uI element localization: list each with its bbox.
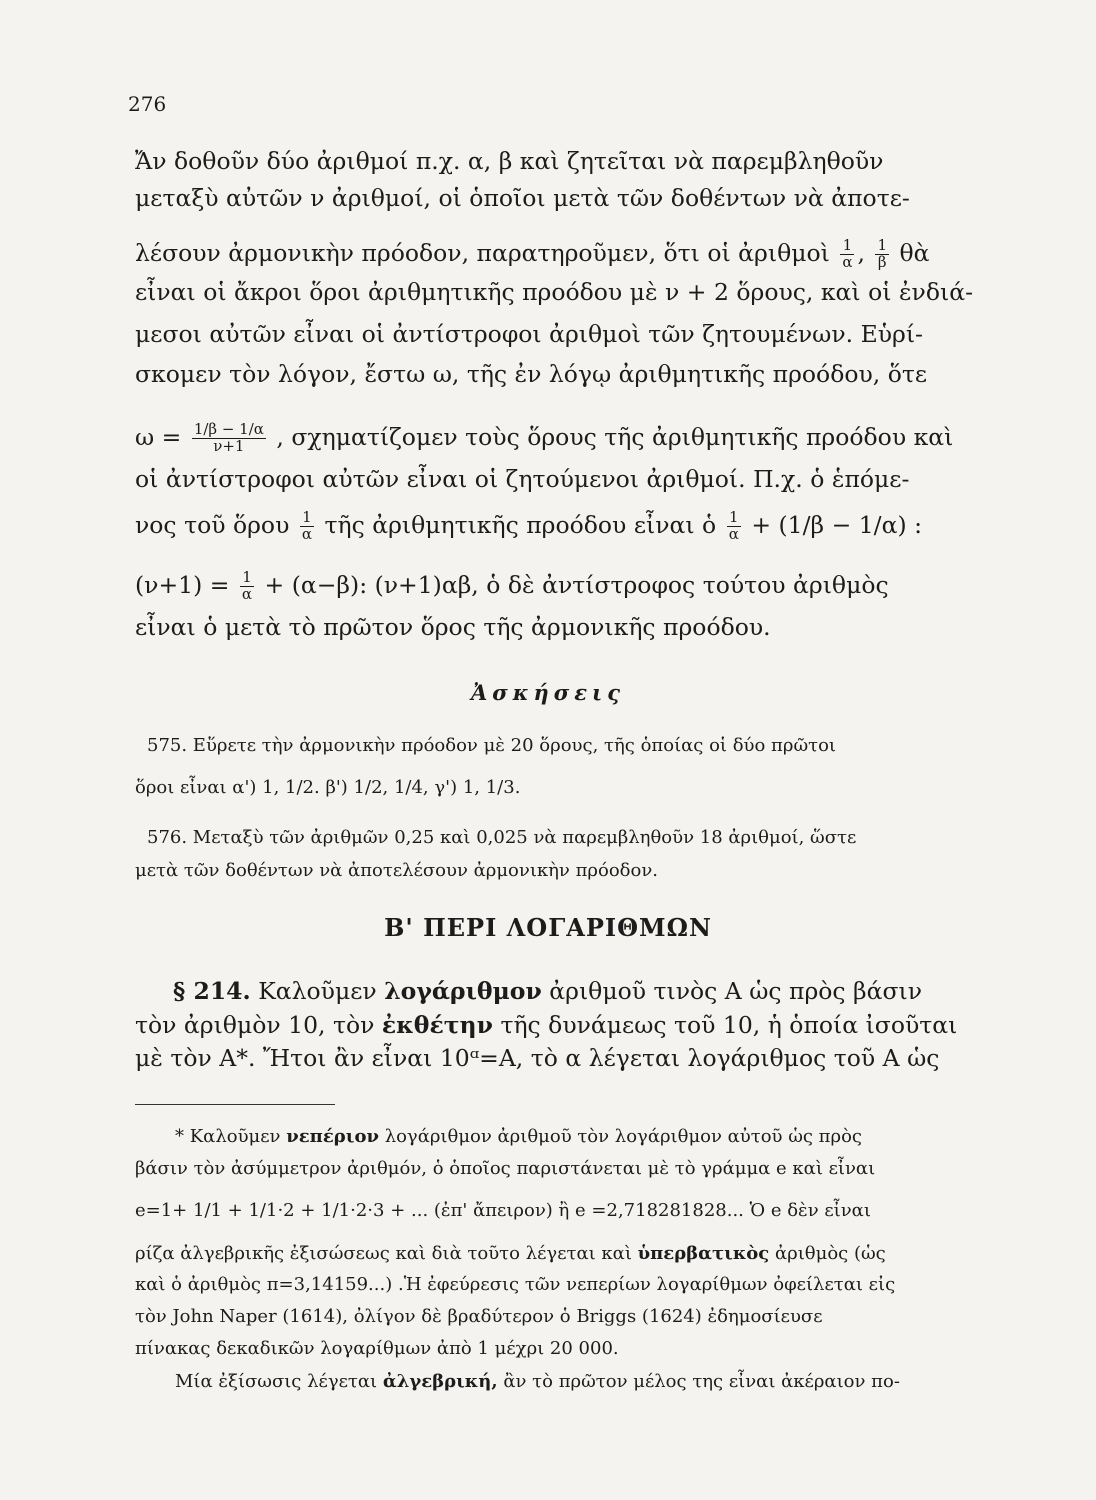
- fraction: $\frac{1}{\alpha}$: [241, 568, 253, 603]
- text-segment: ρίζα ἀλγεβρικῆς ἐξισώσεως καὶ διὰ τοῦτο λέγεται καὶ: [135, 1243, 632, 1264]
- page-number: 276: [128, 92, 167, 116]
- text-segment: + (1/β − 1/α) :: [751, 510, 923, 539]
- footnote-line: πίνακας δεκαδικῶν λογαρίθμων ἀπὸ 1 μέχρι 20 000.: [135, 1338, 619, 1359]
- omega-fraction: $\frac{1/\beta - 1/\alpha}{\nu+1}$: [193, 420, 264, 455]
- text-line: εἶναι οἱ ἄκροι ὅροι ἀριθμητικῆς προόδου μὲ ν + 2 ὅρους, καὶ οἱ ἐνδιά-: [135, 278, 974, 306]
- text-line: [135, 570, 889, 603]
- fraction: $\frac{1}{\beta}$: [877, 236, 887, 271]
- footnote-line: [135, 1245, 886, 1263]
- exercises-title: Ἀσκήσεις: [471, 680, 625, 705]
- text-line: μὲ τὸν Α*. Ἤτοι ἂν εἶναι 10ᵅ=Α, τὸ α λέγεται λογάριθμος τοῦ Α ὡς: [135, 1044, 940, 1072]
- text-segment: ἀριθμὸς (ὡς: [775, 1243, 886, 1264]
- footnote-divider: [135, 1104, 335, 1105]
- text-line: [173, 977, 923, 1005]
- footnote-line: τὸν John Naper (1614), ὀλίγον δὲ βραδύτερον ὁ Briggs (1624) ἐδημοσίευσε: [135, 1306, 823, 1327]
- text-line: Ἄν δοθοῦν δύο ἀριθμοί π.χ. α, β καὶ ζητεῖται νὰ παρεμβληθοῦν: [135, 147, 884, 175]
- text-line: μεταξὺ αὐτῶν ν ἀριθμοί, οἱ ὁποῖοι μετὰ τῶν δοθέντων νὰ ἀποτε-: [135, 184, 910, 212]
- section-title: Β' ΠΕΡΙ ΛΟΓΑΡΙΘΜΩΝ: [384, 913, 712, 942]
- text-segment: ω =: [135, 422, 182, 451]
- text-line: [135, 510, 922, 543]
- footnote-line: [175, 1128, 862, 1146]
- text-line: σκομεν τὸν λόγον, ἔστω ω, τῆς ἐν λόγῳ ἀριθμητικῆς προόδου, ὅτε: [135, 360, 928, 388]
- text-line: [135, 1011, 958, 1039]
- text-segment: θὰ: [899, 238, 930, 267]
- text-line: μεσοι αὐτῶν εἶναι οἱ ἀντίστροφοι ἀριθμοὶ τῶν ζητουμένων. Εὑρί-: [135, 320, 923, 348]
- defined-term: ἀλγεβρική,: [382, 1371, 498, 1392]
- defined-term: λογάριθμον: [384, 977, 542, 1005]
- text-segment: λέσουν ἀρμονικὴν πρόοδον, παρατηροῦμεν, ὅτι οἱ ἀριθμοὶ: [135, 238, 830, 267]
- text-segment: , σχηματίζομεν τοὺς ὅρους τῆς ἀριθμητικῆς προόδου καὶ: [276, 422, 954, 451]
- text-line: εἶναι ὁ μετὰ τὸ πρῶτον ὅρος τῆς ἀρμονικῆς προόδου.: [135, 613, 771, 641]
- text-segment: τὸν ἀριθμὸν 10, τὸν: [135, 1011, 375, 1039]
- text-line: [135, 422, 953, 455]
- defined-term: νεπέριον: [286, 1126, 379, 1147]
- footnote-line: καὶ ὁ ἀριθμὸς π=3,14159...) .Ἡ ἐφεύρεσις τῶν νεπερίων λογαρίθμων ὀφείλεται εἰς: [135, 1274, 896, 1295]
- text-segment: Καλοῦμεν: [258, 977, 377, 1005]
- fraction: $\frac{1}{\alpha}$: [301, 508, 312, 543]
- defined-term: ἐκθέτην: [381, 1011, 493, 1039]
- exercise-576-line2: μετὰ τῶν δοθέντων νὰ ἀποτελέσουν ἀρμονικὴν πρόοδον.: [135, 860, 659, 881]
- exercise-575-line2: ὅροι εἶναι α') 1, 1/2. β') 1/2, 1/4, γ') 1, 1/3.: [135, 777, 521, 798]
- footnote-line: e=1+ 1/1 + 1/1·2 + 1/1·2·3 + ... (ἐπ' ἄπειρον) ἢ e =2,718281828... Ὁ e δὲν εἶναι: [135, 1200, 871, 1221]
- text-segment: * Καλοῦμεν: [175, 1126, 281, 1147]
- exercise-576-line1: 576. Μεταξὺ τῶν ἀριθμῶν 0,25 καὶ 0,025 νὰ παρεμβληθοῦν 18 ἀριθμοί, ὥστε: [147, 827, 857, 848]
- text-segment: Μία ἐξίσωσις λέγεται: [175, 1371, 378, 1392]
- text-segment: νος τοῦ ὅρου: [135, 510, 290, 539]
- text-segment: ἀριθμοῦ τινὸς Α ὡς πρὸς βάσιν: [549, 977, 923, 1005]
- footnote-line: [175, 1373, 900, 1391]
- text-segment: λογάριθμον ἀριθμοῦ τὸν λογάριθμον αὐτοῦ ὡς πρὸς: [384, 1126, 863, 1147]
- exercise-575-line1: 575. Εὕρετε τὴν ἀρμονικὴν πρόοδον μὲ 20 ὅρους, τῆς ὁποίας οἱ δύο πρῶτοι: [147, 735, 836, 756]
- text-segment: ἂν τὸ πρῶτον μέλος της εἶναι ἀκέραιον πο-: [503, 1371, 900, 1392]
- fraction: $\frac{1}{\alpha}$: [728, 508, 739, 543]
- fraction: $\frac{1}{\alpha}$: [842, 236, 853, 271]
- footnote-line: βάσιν τὸν ἀσύμμετρον ἀριθμόν, ὁ ὁποῖος παριστάνεται μὲ τὸ γράμμα e καὶ εἶναι: [135, 1158, 876, 1179]
- paragraph-label: § 214.: [173, 977, 251, 1005]
- text-segment: τῆς ἀριθμητικῆς προόδου εἶναι ὁ: [324, 510, 717, 539]
- text-segment: τῆς δυνάμεως τοῦ 10, ἡ ὁποία ἰσοῦται: [500, 1011, 958, 1039]
- text-segment: (ν+1) =: [135, 570, 230, 599]
- text-line: οἱ ἀντίστροφοι αὐτῶν εἶναι οἱ ζητούμενοι ἀριθμοί. Π.χ. ὁ ἑπόμε-: [135, 465, 910, 493]
- defined-term: ὑπερβατικὸς: [637, 1243, 770, 1264]
- text-line: λέσουν ἀρμονικὴν πρόοδον, παρατηροῦμεν, ὅτι οἱ ἀριθμοὶ $\frac{1}{\alpha}$ , $\frac{1}{\beta}$ θὰ: [135, 236, 930, 271]
- text-segment: + (α−β): (ν+1)αβ, ὁ δὲ ἀντίστροφος τούτου ἀριθμὸς: [264, 570, 889, 599]
